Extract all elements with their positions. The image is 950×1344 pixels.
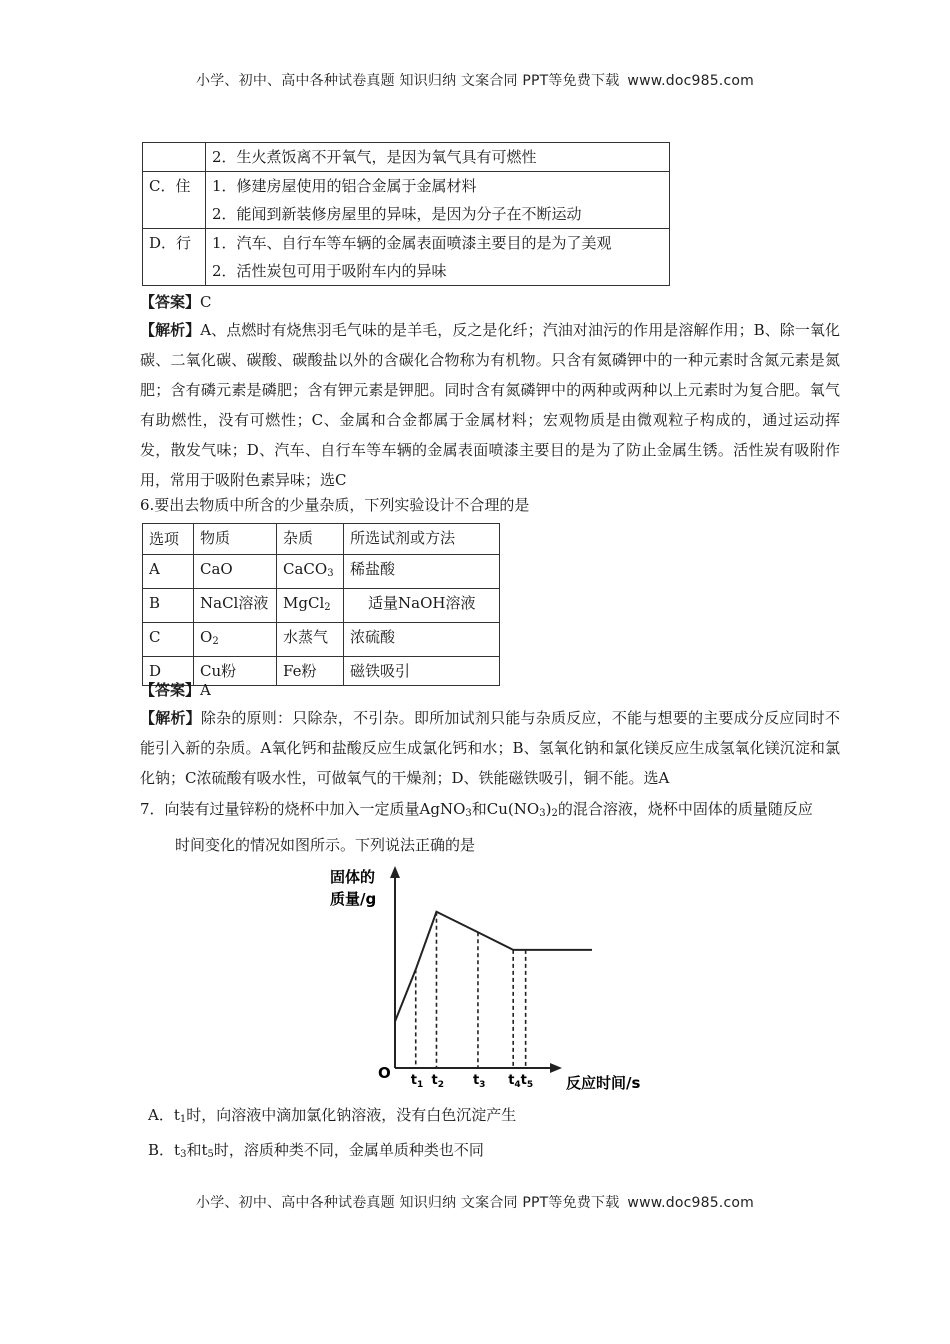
q6-stem: 6.要出去物质中所含的少量杂质，下列实验设计不合理的是 [140, 496, 530, 514]
chart-series-line [395, 912, 592, 1022]
chart-origin: O [378, 1064, 391, 1082]
chart-tick-label: $t_3$ [472, 1073, 486, 1090]
q7-option-a: A．$t_1$时，向溶液中滴加氯化钠溶液，没有白色沉淀产生 [148, 1106, 517, 1125]
q6-table [142, 523, 500, 686]
q5-table-cell: D．行 [143, 229, 206, 286]
q6-cell: A [143, 555, 194, 589]
header-url: www.doc985.com [627, 73, 754, 89]
q6-cell: Fe粉 [277, 657, 344, 686]
q6-cell: 稀盐酸 [344, 555, 500, 589]
q5-analysis: 【解析】A、点燃时有烧焦羽毛气味的是羊毛，反之是化纤；汽油对油污的作用是溶解作用；B、除一氧化碳、二氧化碳、碳酸、碳酸盐以外的含碳化合物称为有机物。只含有氮磷钾中的一种元素时含氮元素是氮肥；含有磷元素是磷肥；含有钾元素是钾肥。同时含有氮磷钾中的两种或两种以上元素时为复合肥。氧气有助燃性，没有可燃性；C、金属和合金都属于金属材料；宏观物质是由微观粒子构成的，通过运动挥发，散发气味；D、汽车、自行车等车辆的金属表面喷漆主要目的是为了防止金属生锈。活性炭有吸附作用，常用于吸附色素异味；选C [140, 321, 840, 489]
page-footer [0, 1192, 950, 1212]
chart-y-arrow [390, 866, 400, 878]
q6-cell: C [143, 623, 194, 657]
q5-answer: 【答案】C [140, 293, 212, 311]
q6-cell: D [143, 657, 194, 686]
q6-analysis: 【解析】除杂的原则：只除杂，不引杂。即所加试剂只能与杂质反应，不能与想要的主要成分反应同时不能引入新的杂质。A氧化钙和盐酸反应生成氯化钙和水；B、氢氧化钠和氯化镁反应生成氢氧化镁沉淀和氯化钠；C浓硫酸有吸水性，可做氧气的干燥剂；D、铁能磁铁吸引，铜不能。选A [140, 709, 840, 787]
chart-tick-label: $t_2$ [431, 1073, 444, 1090]
q6-cell: B [143, 589, 194, 623]
q6-cell: 水蒸气 [277, 623, 344, 657]
q7-stem-line2: 时间变化的情况如图所示。下列说法正确的是 [175, 836, 476, 854]
chart-tick-label: $t_4$ [508, 1073, 521, 1090]
q6-cell: MgCl$_2$ [277, 589, 344, 623]
q5-table-cell [143, 143, 206, 172]
q6-header-cell: 选项 [143, 524, 194, 555]
q5-table [142, 142, 670, 286]
q7-option-b: B．$t_3$和$t_5$时，溶质种类不同，金属单质种类也不同 [148, 1141, 484, 1160]
mass-time-chart [330, 862, 660, 1092]
q6-cell: Cu粉 [194, 657, 277, 686]
q6-cell: CaCO$_3$ [277, 555, 344, 589]
q6-cell: $O_2$ [194, 623, 277, 657]
q6-header-cell: 物质 [194, 524, 277, 555]
q6-cell: 磁铁吸引 [344, 657, 500, 686]
q6-cell: 浓硫酸 [344, 623, 500, 657]
q6-cell: CaO [194, 555, 277, 589]
page-header [0, 70, 950, 90]
chart-ylabel-line2: 质量/g [330, 890, 377, 908]
footer-text: 小学、初中、高中各种试卷真题 知识归纳 文案合同 PPT等免费下载 [196, 1195, 620, 1211]
header-text: 小学、初中、高中各种试卷真题 知识归纳 文案合同 PPT等免费下载 [196, 73, 620, 89]
q5-table-cell: 1．修建房屋使用的铝合金属于金属材料 2．能闻到新装修房屋里的异味，是因为分子在不断运动 [206, 172, 670, 229]
chart-ylabel-line1: 固体的 [330, 868, 376, 886]
footer-url: www.doc985.com [627, 1195, 754, 1211]
q7-stem: 7．向装有过量锌粉的烧杯中加入一定质量AgNO$_3$和$Cu(NO_3)_2$的混合溶液，烧杯中固体的质量随反应 [140, 800, 813, 819]
q5-table-cell: 1．汽车、自行车等车辆的金属表面喷漆主要目的是为了美观 2．活性炭包可用于吸附车内的异味 [206, 229, 670, 286]
chart-tick-label: $t_5$ [520, 1073, 534, 1090]
chart-x-arrow [550, 1063, 562, 1073]
q6-cell: 适量NaOH溶液 [344, 589, 500, 623]
q6-header-cell: 杂质 [277, 524, 344, 555]
q5-table-cell: C．住 [143, 172, 206, 229]
chart-tick-label: $t_1$ [410, 1073, 424, 1090]
q6-cell: NaCl溶液 [194, 589, 277, 623]
q5-table-cell: 2．生火煮饭离不开氧气，是因为氧气具有可燃性 [206, 143, 670, 172]
q6-header-cell: 所选试剂或方法 [344, 524, 500, 555]
chart-xlabel: 反应时间/s [566, 1074, 641, 1092]
q6-answer: 【答案】A [140, 681, 211, 699]
